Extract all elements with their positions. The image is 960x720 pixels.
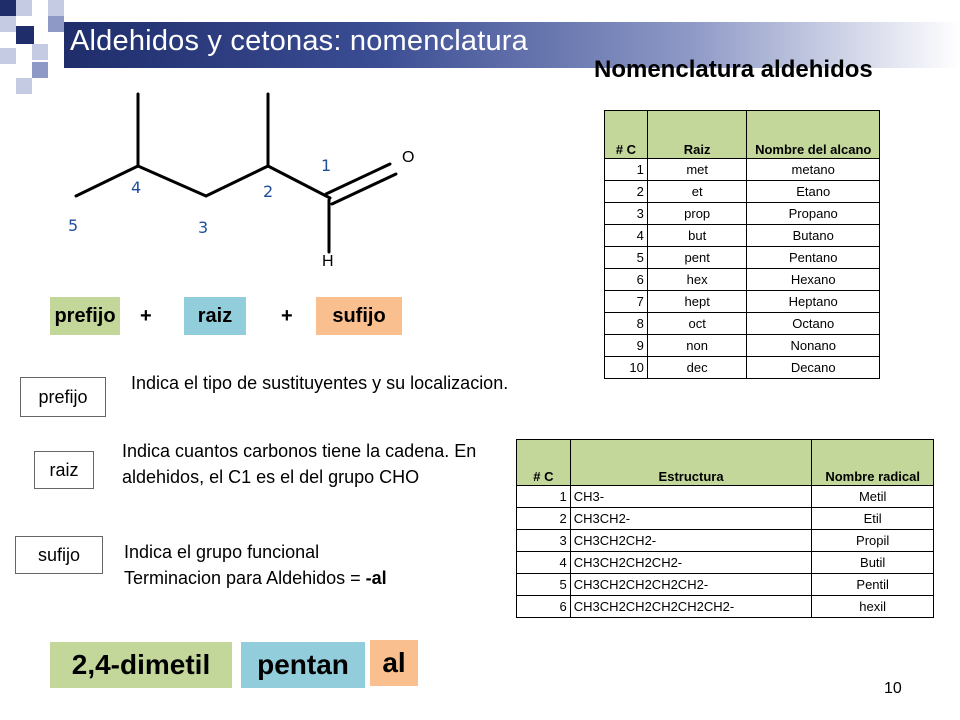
suffix-description-line1: Indica el grupo funcional <box>124 542 320 562</box>
table-cell: CH3CH2- <box>570 508 812 530</box>
table-cell: Decano <box>747 357 880 379</box>
section-subtitle: Nomenclatura aldehidos <box>594 56 873 83</box>
oxygen-label: O <box>402 149 415 166</box>
table-cell: Heptano <box>747 291 880 313</box>
table-cell: Butano <box>747 225 880 247</box>
table-cell: CH3- <box>570 486 812 508</box>
table-cell: et <box>647 181 747 203</box>
table-cell: 5 <box>605 247 648 269</box>
suffix-ending: -al <box>365 568 387 588</box>
column-header: # C <box>517 440 571 486</box>
table-cell: Hexano <box>747 269 880 291</box>
root-box: raiz <box>184 297 246 335</box>
table-row <box>605 203 880 225</box>
page-number: 10 <box>884 680 902 697</box>
table-cell: but <box>647 225 747 247</box>
table-cell: Propil <box>812 530 934 552</box>
bond-c1-o-a <box>326 164 390 194</box>
table-cell: 7 <box>605 291 648 313</box>
suffix-description <box>124 539 494 591</box>
table-row <box>605 357 880 379</box>
table-cell: met <box>647 159 747 181</box>
table-cell: 5 <box>517 574 571 596</box>
table-cell: 1 <box>517 486 571 508</box>
suffix-description-text: Terminacion para Aldehidos = <box>124 568 366 588</box>
table-cell: 3 <box>517 530 571 552</box>
bond-c4-c3 <box>138 166 206 196</box>
column-header: Raiz <box>647 111 747 159</box>
table-cell: CH3CH2CH2CH2CH2- <box>570 574 812 596</box>
suffix-box: sufijo <box>316 297 402 335</box>
table-cell: prop <box>647 203 747 225</box>
plus-sign: + <box>140 305 152 327</box>
bond-c5-c4 <box>76 166 138 196</box>
bond-c1-o-b <box>332 174 396 204</box>
table-cell: Octano <box>747 313 880 335</box>
table-cell: Propano <box>747 203 880 225</box>
term-root-box: raiz <box>34 451 94 489</box>
table-cell: Metil <box>812 486 934 508</box>
table-row <box>605 335 880 357</box>
table-cell: Etano <box>747 181 880 203</box>
table-cell: pent <box>647 247 747 269</box>
prefix-box: prefijo <box>50 297 120 335</box>
table-cell: 4 <box>605 225 648 247</box>
table-cell: 4 <box>517 552 571 574</box>
table-row <box>605 181 880 203</box>
table-cell: 8 <box>605 313 648 335</box>
table-cell: 2 <box>517 508 571 530</box>
table-row <box>605 269 880 291</box>
example-suffix: al <box>370 640 418 686</box>
plus-sign: + <box>281 305 293 327</box>
table-cell: 10 <box>605 357 648 379</box>
table-row <box>517 530 934 552</box>
table-cell: 6 <box>605 269 648 291</box>
table-row <box>605 291 880 313</box>
table-cell: CH3CH2CH2CH2- <box>570 552 812 574</box>
table-cell: CH3CH2CH2CH2CH2CH2- <box>570 596 812 618</box>
suffix-description-line2 <box>124 565 494 591</box>
carbon-number-3: 3 <box>198 218 209 237</box>
table-row <box>517 552 934 574</box>
root-description: Indica cuantos carbonos tiene la cadena. En aldehidos, el C1 es el del grupo CHO <box>122 441 477 487</box>
table-cell: 3 <box>605 203 648 225</box>
term-prefix-box: prefijo <box>20 377 106 417</box>
table-cell: metano <box>747 159 880 181</box>
table-row <box>517 574 934 596</box>
table-cell: Nonano <box>747 335 880 357</box>
radicals-table <box>516 439 934 618</box>
table-cell: non <box>647 335 747 357</box>
slide-title: Aldehidos y cetonas: nomenclatura <box>70 25 528 57</box>
table-row <box>605 313 880 335</box>
prefix-description: Indica el tipo de sustituyentes y su localizacion. <box>131 373 509 393</box>
table-cell: Etil <box>812 508 934 530</box>
table-row <box>605 225 880 247</box>
column-header: Nombre del alcano <box>747 111 880 159</box>
alkanes-table <box>604 110 880 379</box>
table-row <box>605 159 880 181</box>
bond-c3-c2 <box>206 166 268 196</box>
column-header: Nombre radical <box>812 440 934 486</box>
table-cell: Butil <box>812 552 934 574</box>
carbon-number-4: 4 <box>131 178 142 197</box>
column-header: # C <box>605 111 648 159</box>
carbon-number-5: 5 <box>68 216 79 235</box>
table-cell: Pentano <box>747 247 880 269</box>
table-cell: hept <box>647 291 747 313</box>
term-suffix-box: sufijo <box>15 536 103 574</box>
table-cell: dec <box>647 357 747 379</box>
molecule-diagram <box>0 0 460 280</box>
table-cell: oct <box>647 313 747 335</box>
table-cell: 6 <box>517 596 571 618</box>
table-row <box>517 508 934 530</box>
table-row <box>517 596 934 618</box>
table-cell: hex <box>647 269 747 291</box>
example-root: pentan <box>241 642 365 688</box>
table-row <box>517 486 934 508</box>
table-cell: 2 <box>605 181 648 203</box>
column-header: Estructura <box>570 440 812 486</box>
table-cell: 9 <box>605 335 648 357</box>
carbon-number-2: 2 <box>263 182 274 201</box>
table-cell: CH3CH2CH2- <box>570 530 812 552</box>
hydrogen-label: H <box>322 253 334 270</box>
table-cell: hexil <box>812 596 934 618</box>
table-row <box>605 247 880 269</box>
table-cell: Pentil <box>812 574 934 596</box>
example-prefix: 2,4-dimetil <box>50 642 232 688</box>
carbon-number-1: 1 <box>321 156 332 175</box>
table-cell: 1 <box>605 159 648 181</box>
